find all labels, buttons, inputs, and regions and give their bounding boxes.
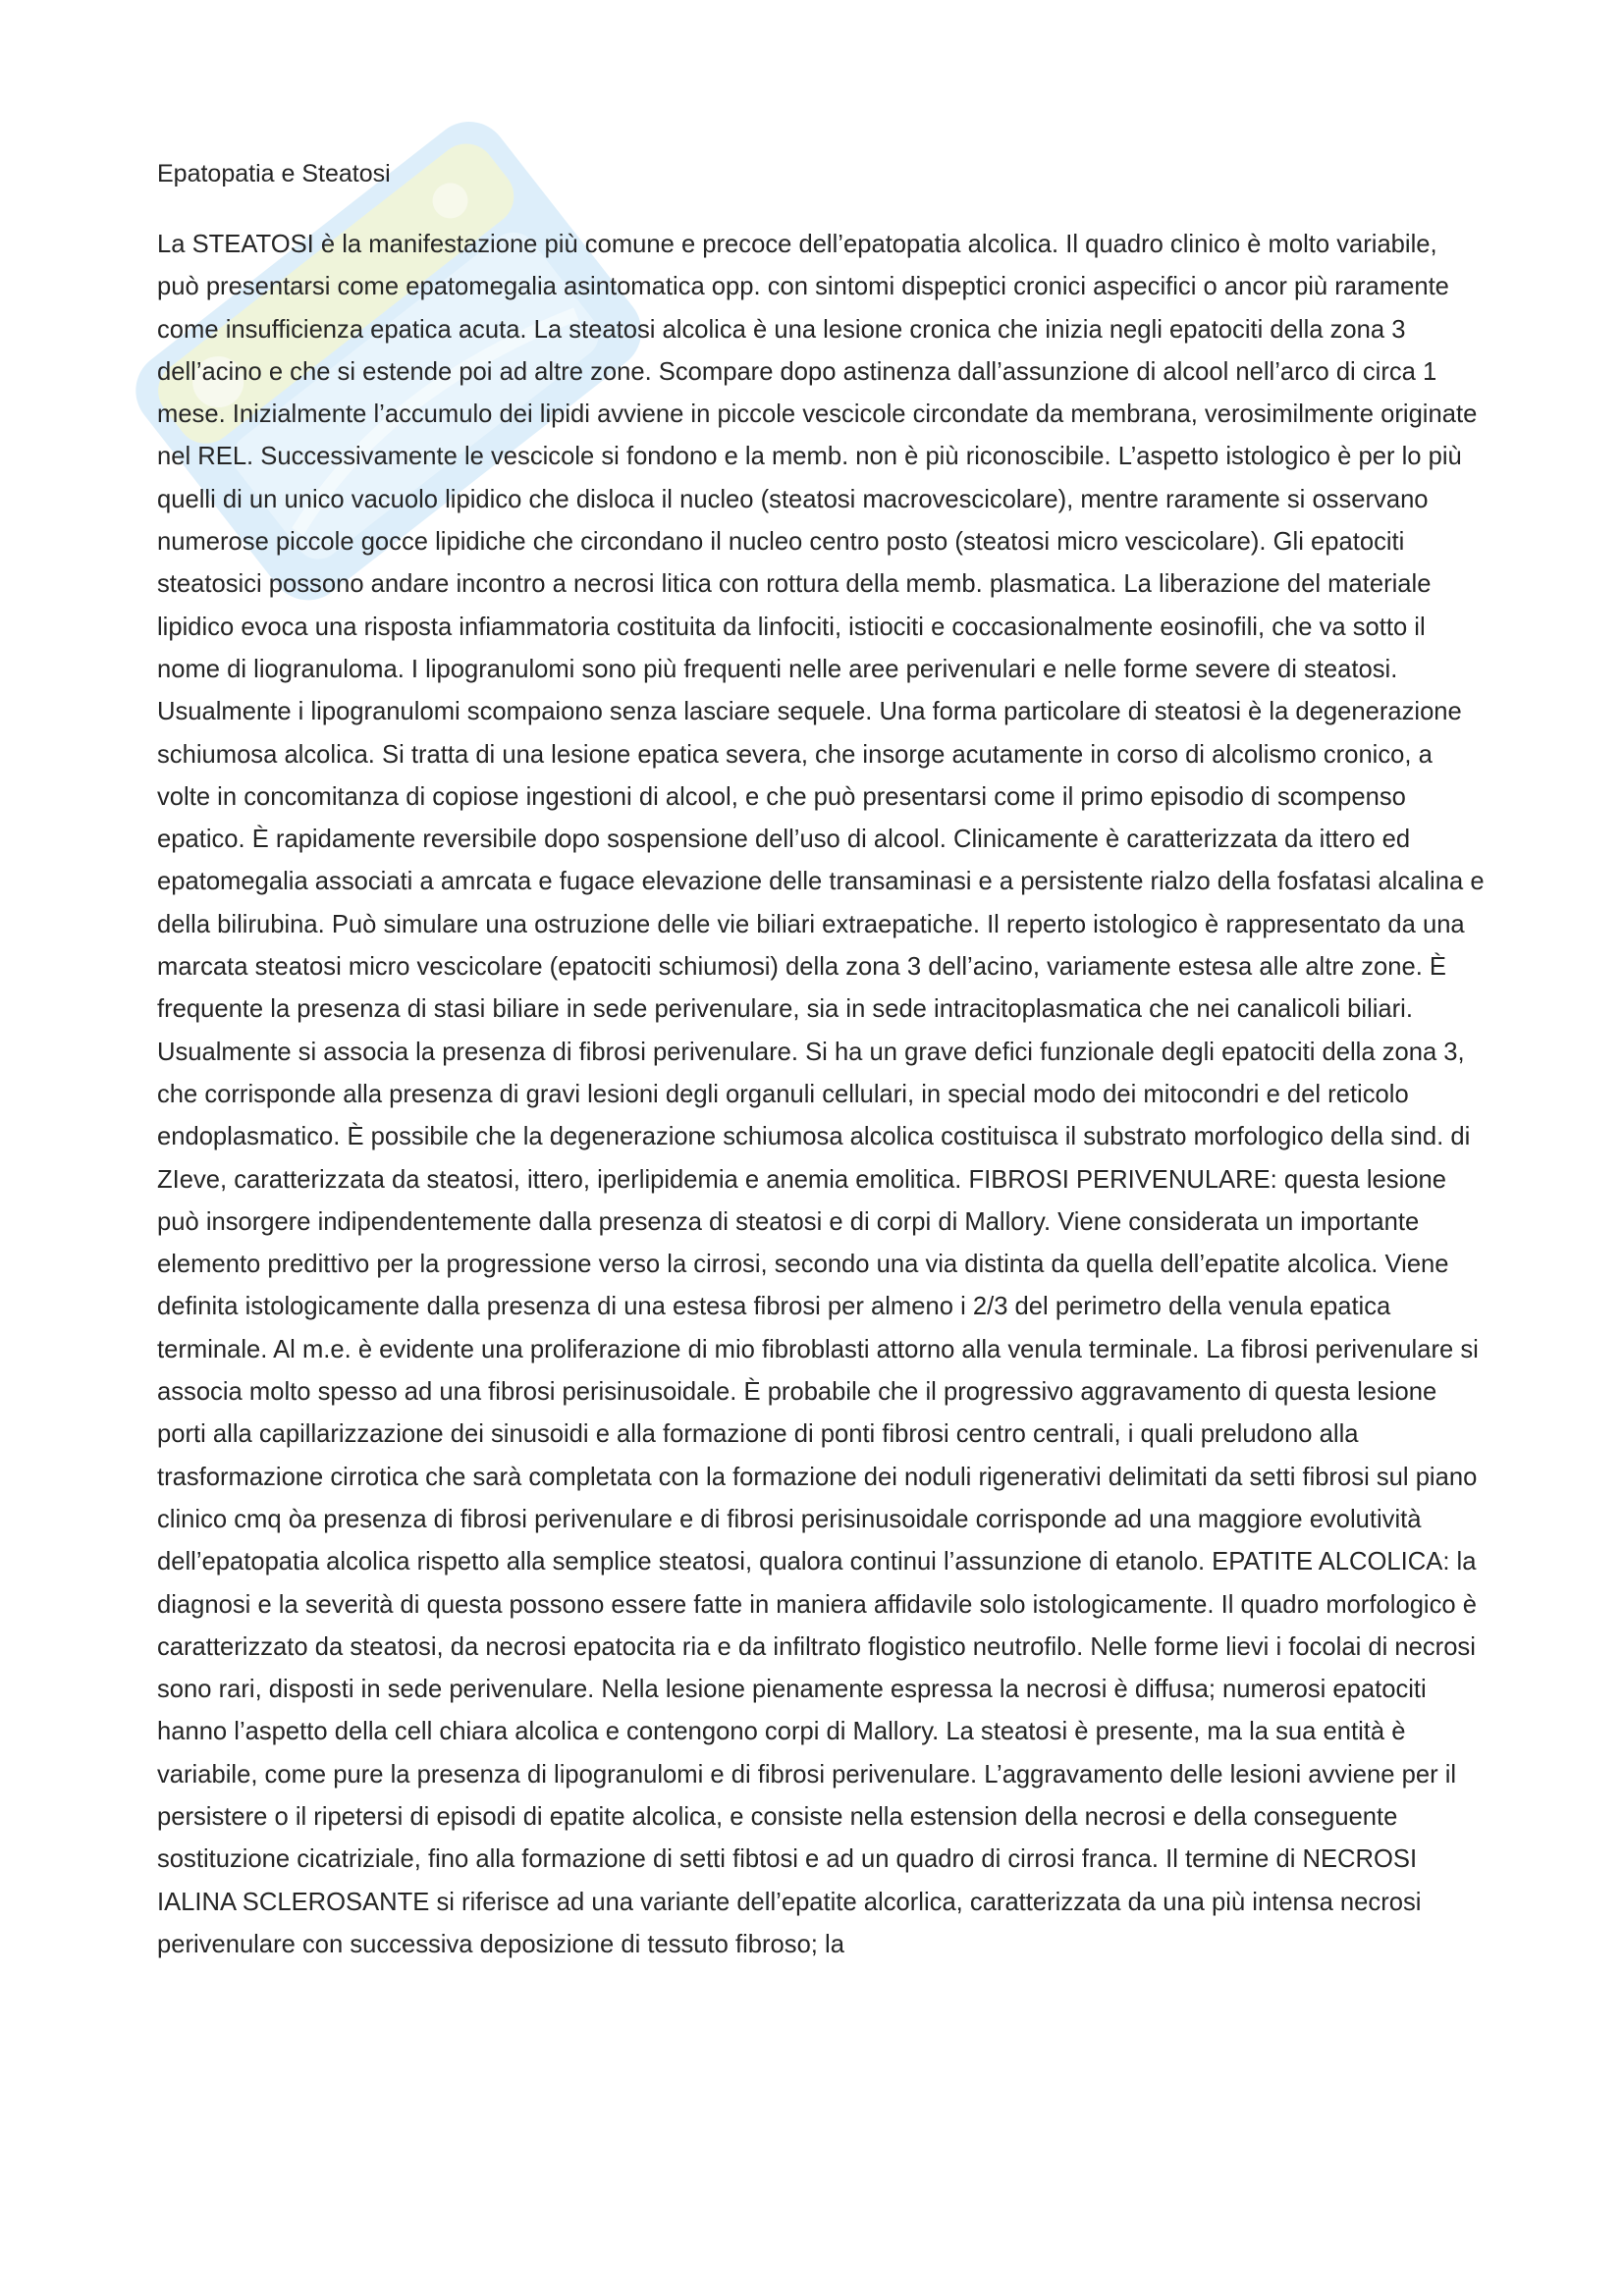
document-title: Epatopatia e Steatosi (157, 160, 391, 187)
document-body-paragraph: La STEATOSI è la manifestazione più comune e precoce dell’epatopatia alcolica. Il quadro clinico è molto variabile, può presentarsi come epatomegalia asintomatica opp. con sintomi dispeptici cronici aspecifici o ancor più raramente come insufficienza epatica acuta. La steatosi alcolica è una lesione cronica che inizia negli epatociti della zona 3 dell’acino e che si estende poi ad altre zone. Scompare dopo astinenza dall’assunzione di alcool nell’arco di circa 1 mese. Inizialmente l’accumulo dei lipidi avviene in piccole vescicole circondate da membrana, verosimilmente originate nel REL. Successivamente le vescicole si fondono e la memb. non è più riconoscibile. L’aspetto istologico è per lo più quelli di un unico vacuolo lipidico che disloca il nucleo (steatosi macrovescicolare), mentre raramente si osservano numerose piccole gocce lipidiche che circondano il nucleo centro posto (steatosi micro vescicolare). Gli epatociti steatosici possono andare incontro a necrosi litica con rottura della memb. plasmatica. La liberazione del materiale lipidico evoca una risposta infiammatoria costituita da linfociti, istiociti e coccasionalmente eosinofili, che va sotto il nome di liogranuloma. I lipogranulomi sono più frequenti nelle aree perivenulari e nelle forme severe di steatosi. Usualmente i lipogranulomi scompaiono senza lasciare sequele. Una forma particolare di steatosi è la degenerazione schiumosa alcolica. Si tratta di una lesione epatica severa, che insorge acutamente in corso di alcolismo cronico, a volte in concomitanza di copiose ingestioni di alcool, e che può presentarsi come il primo episodio di scompenso epatico. È rapidamente reversibile dopo sospensione dell’uso di alcool. Clinicamente è caratterizzata da ittero ed epatomegalia associati a amrcata e fugace elevazione delle transaminasi e a persistente rialzo della fosfatasi alcalina e della bilirubina. Può simulare una ostruzione delle vie biliari extraepatiche. Il reperto istologico è rappresentato da una marcata steatosi micro vescicolare (epatociti schiumosi) della zona 3 dell’acino, variamente estesa alle altre zone. È frequente la presenza di stasi biliare in sede perivenulare, sia in sede intracitoplasmatica che nei canalicoli biliari. Usualmente si associa la presenza di fibrosi perivenulare. Si ha un grave defici funzionale degli epatociti della zona 3, che corrisponde alla presenza di gravi lesioni degli organuli cellulari, in special modo dei mitocondri e del reticolo endoplasmatico. È possibile che la degenerazione schiumosa alcolica costituisca il substrato morfologico della sind. di ZIeve, caratterizzata da steatosi, ittero, iperlipidemia e anemia emolitica. FIBROSI PERIVENULARE: questa lesione può insorgere indipendentemente dalla presenza di steatosi e di corpi di Mallory. Viene considerata un importante elemento predittivo per la progressione verso la cirrosi, secondo una via distinta da quella dell’epatite alcolica. Viene definita istologicamente dalla presenza di una estesa fibrosi per almeno i 2/3 del perimetro della venula epatica terminale. Al m.e. è evidente una proliferazione di mio fibroblasti attorno alla venula terminale. La fibrosi perivenulare si associa molto spesso ad una fibrosi perisinusoidale. È probabile che il progressivo aggravamento di questa lesione porti alla capillarizzazione dei sinusoidi e alla formazione di ponti fibrosi centro centrali, i quali preludono alla trasformazione cirrotica che sarà completata con la formazione dei noduli rigenerativi delimitati da setti fibrosi sul piano clinico cmq òa presenza di fibrosi perivenulare e di fibrosi perisinusoidale corrisponde ad una maggiore evolutività dell’epatopatia alcolica rispetto alla semplice steatosi, qualora continui l’assunzione di etanolo. EPATITE ALCOLICA: la diagnosi e la severità di questa possono essere fatte in maniera affidavile solo istologicamente. Il quadro morfologico è caratterizzato da steatosi, da necrosi epatocita ria e da infiltrato flogistico neutrofilo. Nelle forme lievi i focolai di necrosi sono rari, disposti in sede perivenulare. Nella lesione pienamente espressa la necrosi è diffusa; numerosi epatociti hanno l’aspetto della cell chiara alcolica e contengono corpi di Mallory. La steatosi è presente, ma la sua entità è variabile, come pure la presenza di lipogranulomi e di fibrosi perivenulare. L’aggravamento delle lesioni avviene per il persistere o il ripetersi di episodi di epatite alcolica, e consiste nella estension della necrosi e della conseguente sostituzione cicatriziale, fino alla formazione di setti fibtosi e ad un quadro di cirrosi franca. Il termine di NECROSI IALINA SCLEROSANTE si riferisce ad una variante dell’epatite alcorlica, caratterizzata da una più intensa necrosi perivenulare con successiva deposizione di tessuto fibroso; la (157, 231, 1485, 1958)
